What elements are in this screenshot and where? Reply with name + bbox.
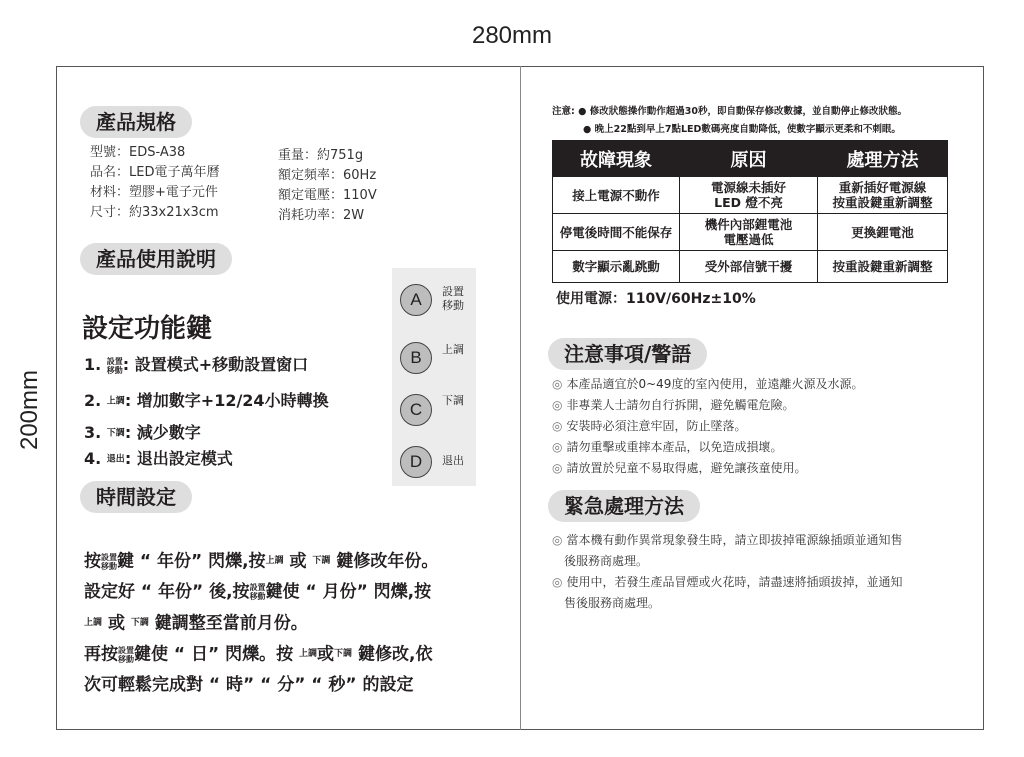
table-row bbox=[553, 251, 948, 283]
spec-material: 材料：塑膠+電子元件 bbox=[90, 185, 218, 200]
time-setting-instructions bbox=[84, 546, 504, 701]
key-item: 1. 設置 移動: 設置模式+移動設置窗口 bbox=[84, 355, 309, 375]
table-header-row bbox=[553, 141, 948, 177]
notice-line: 注意: ● 修改狀態操作動作超過30秒，即自動保存修改數據，並自動停止修改狀態。 bbox=[552, 106, 907, 117]
width-dimension: 280mm bbox=[471, 22, 553, 49]
bullet-icon: ◎ bbox=[552, 440, 563, 454]
button-d-label: 退出 bbox=[442, 454, 464, 467]
emergency-heading: 緊急處理方法 bbox=[548, 490, 700, 522]
table-cell: 按重設鍵重新調整 bbox=[818, 251, 948, 283]
table-cell: 機件內部鋰電池 電壓過低 bbox=[680, 214, 818, 251]
bullet-icon: ◎ bbox=[552, 575, 563, 589]
column-header: 原因 bbox=[680, 141, 818, 177]
list-item: ◎ 非專業人士請勿自行拆開，避免觸電危險。 bbox=[552, 398, 795, 412]
table-cell: 重新插好電源線 按重設鍵重新調整 bbox=[818, 177, 948, 214]
specs-col-1 bbox=[90, 143, 219, 223]
bullet-icon: ◎ bbox=[552, 461, 563, 475]
down-key-label: 下調 bbox=[106, 428, 125, 439]
specs-heading: 產品規格 bbox=[80, 106, 192, 138]
spec-power: 消耗功率：2W bbox=[278, 208, 365, 223]
instruction-line: 按設置 移動鍵 “ 年份” 閃爍,按上調 或 下調 鍵修改年份。 bbox=[84, 551, 439, 572]
instruction-line: 設定好 “ 年份” 後,按設置 移動鍵使 “ 月份” 閃爍,按 bbox=[84, 582, 432, 602]
bullet-icon: ● bbox=[583, 124, 592, 135]
table-cell: 數字顯示亂跳動 bbox=[553, 251, 680, 283]
fold-line bbox=[520, 66, 521, 730]
warnings-list bbox=[552, 374, 863, 479]
table-cell: 更換鋰電池 bbox=[818, 214, 948, 251]
table-cell: 停電後時間不能保存 bbox=[553, 214, 680, 251]
list-item: ◎ 請放置於兒童不易取得處，避免讓孩童使用。 bbox=[552, 461, 807, 475]
bullet-icon: ◎ bbox=[552, 419, 563, 433]
button-d-icon: D bbox=[400, 446, 432, 478]
troubleshooting-table bbox=[552, 140, 948, 283]
instruction-line: 次可輕鬆完成對 “ 時” “ 分” “ 秒” 的設定 bbox=[84, 675, 414, 695]
spec-model: 型號：EDS-A38 bbox=[90, 145, 186, 160]
table-cell: 電源線未插好 LED 燈不亮 bbox=[680, 177, 818, 214]
set-move-key-label: 設置 移動 bbox=[106, 356, 123, 375]
table-row bbox=[553, 214, 948, 251]
list-item: ◎ 請勿重擊或重摔本產品，以免造成損壞。 bbox=[552, 440, 783, 454]
height-dimension: 200mm bbox=[16, 369, 43, 451]
column-header: 處理方法 bbox=[818, 141, 948, 177]
button-b-icon: B bbox=[400, 342, 432, 374]
notice-block bbox=[552, 103, 907, 139]
button-diagram bbox=[392, 268, 476, 486]
spec-name: 品名：LED電子萬年曆 bbox=[90, 165, 220, 180]
emergency-list bbox=[552, 530, 903, 614]
list-item: ◎ 使用中，若發生產品冒煙或火花時，請盡速將插頭拔掉，並通知 bbox=[552, 575, 903, 589]
exit-key-label: 退出 bbox=[106, 454, 125, 465]
list-item: ◎ 本產品適宜於0~49度的室內使用，並遠離火源及水源。 bbox=[552, 377, 864, 391]
function-keys-title: 設定功能鍵 bbox=[82, 314, 213, 344]
time-setting-heading: 時間設定 bbox=[80, 481, 192, 513]
function-key-list bbox=[84, 352, 329, 472]
spec-voltage: 額定電壓：110V bbox=[278, 188, 377, 203]
usage-heading: 產品使用說明 bbox=[80, 243, 232, 275]
list-item-continuation: 售後服務商處理。 bbox=[564, 596, 661, 610]
table-cell: 受外部信號干擾 bbox=[680, 251, 818, 283]
button-a-label: 設置 移動 bbox=[442, 285, 464, 312]
specs-col-2 bbox=[278, 146, 377, 226]
key-item: 2. 上調: 增加數字+12/24小時轉換 bbox=[84, 391, 329, 410]
power-supply-text: 使用電源：110V/60Hz±10% bbox=[556, 291, 756, 307]
instruction-line: 上調 或 下調 鍵調整至當前月份。 bbox=[84, 613, 308, 634]
notice-label: 注意: bbox=[552, 106, 575, 117]
column-header: 故障現象 bbox=[553, 141, 680, 177]
list-item: ◎ 安裝時必須注意牢固，防止墜落。 bbox=[552, 419, 747, 433]
table-cell: 接上電源不動作 bbox=[553, 177, 680, 214]
key-item: 3. 下調: 減少數字 bbox=[84, 423, 201, 442]
notice-line: ● 晚上22點到早上7點LED數碼亮度自動降低，使數字顯示更柔和不刺眼。 bbox=[583, 124, 901, 135]
spec-frequency: 額定頻率：60Hz bbox=[278, 168, 377, 183]
bullet-icon: ◎ bbox=[552, 398, 563, 412]
button-c-icon: C bbox=[400, 394, 432, 426]
warnings-heading: 注意事項/警語 bbox=[548, 338, 707, 370]
up-key-label: 上調 bbox=[106, 396, 125, 407]
button-b-label: 上調 bbox=[442, 343, 464, 356]
spec-weight: 重量：約751g bbox=[278, 148, 364, 163]
button-a-icon: A bbox=[400, 284, 432, 316]
button-c-label: 下調 bbox=[442, 394, 464, 407]
bullet-icon: ● bbox=[578, 106, 587, 117]
bullet-icon: ◎ bbox=[552, 377, 563, 391]
spec-size: 尺寸：約33x21x3cm bbox=[90, 205, 219, 220]
bullet-icon: ◎ bbox=[552, 533, 563, 547]
key-item: 4. 退出: 退出設定模式 bbox=[84, 449, 233, 468]
list-item: ◎ 當本機有動作異常現象發生時，請立即拔掉電源線插頭並通知售 bbox=[552, 533, 903, 547]
instruction-line: 再按設置 移動鍵使 “ 日” 閃爍。按 上調或下調 鍵修改,依 bbox=[84, 644, 433, 665]
list-item-continuation: 後服務商處理。 bbox=[564, 554, 649, 568]
table-row bbox=[553, 177, 948, 214]
